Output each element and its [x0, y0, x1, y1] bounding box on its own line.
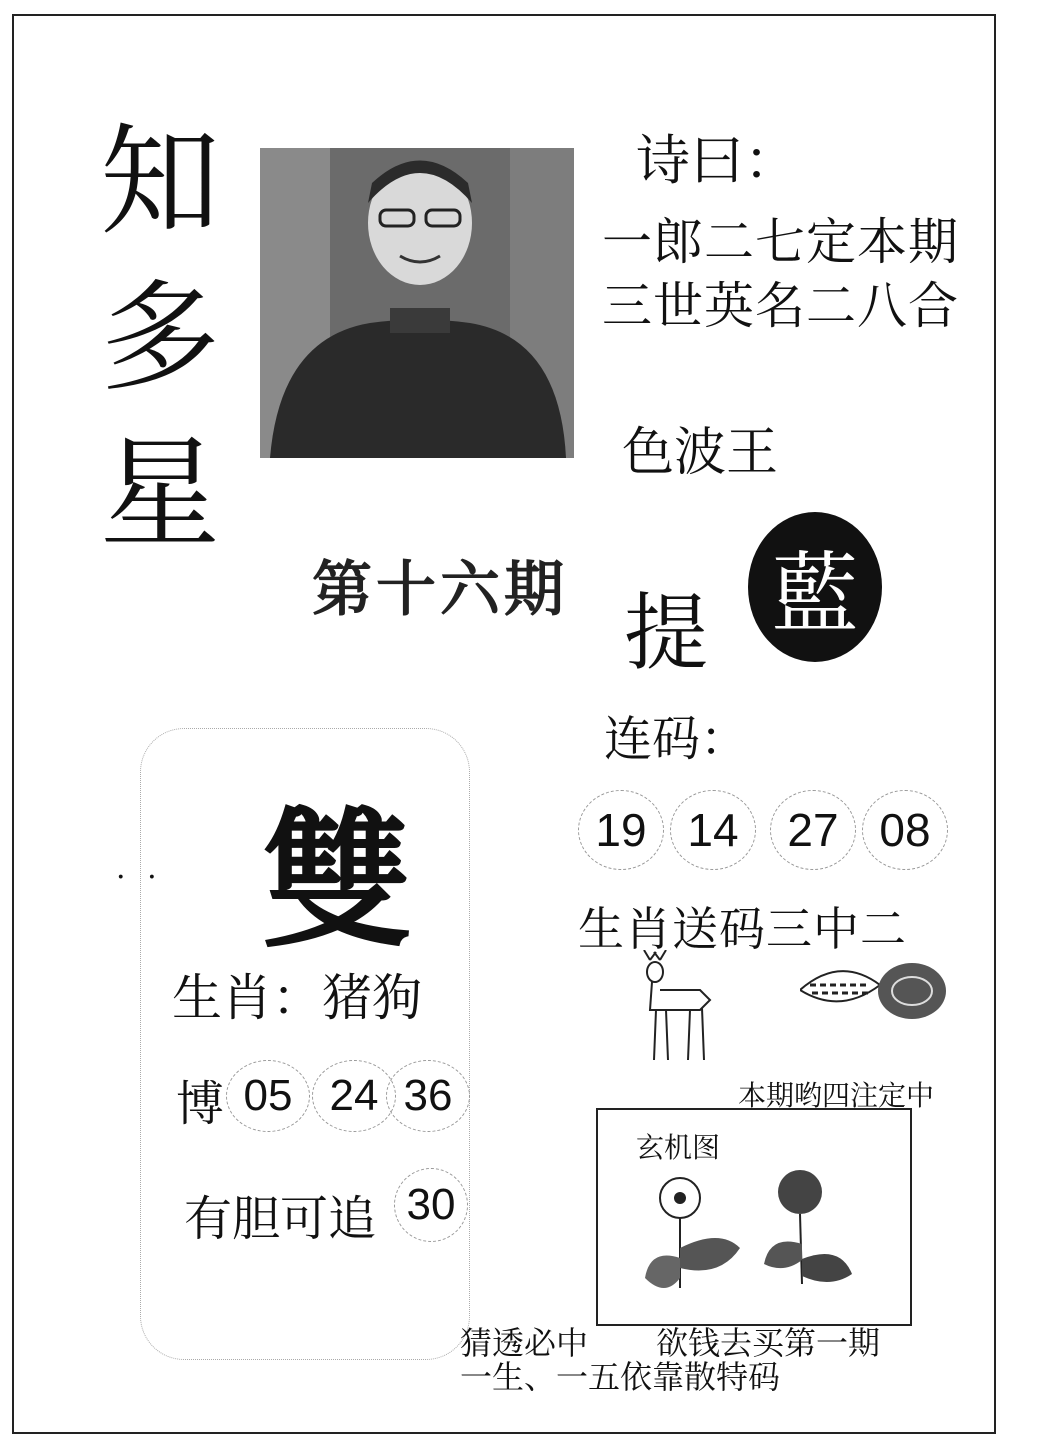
lianma-number: 14: [670, 790, 756, 870]
deer-illustration: [630, 950, 720, 1074]
mystery-picture-label: 玄机图: [636, 1131, 721, 1164]
bo-number: 05: [226, 1060, 310, 1132]
poem-line-1: 一郎二七定本期: [602, 213, 959, 271]
dare-chase-label: 有胆可追: [184, 1191, 377, 1247]
bo-number: 36: [386, 1060, 470, 1132]
poem-heading: 诗曰：: [636, 129, 798, 192]
fish-illustration: [800, 955, 950, 1029]
zodiac-pick-line: 生肖：猪狗: [172, 969, 422, 1027]
poem-body: [602, 210, 959, 338]
portrait-photo: [260, 148, 574, 458]
color-king-label: 色波王: [622, 423, 779, 483]
decorative-dots: · ·: [116, 860, 163, 895]
lianma-number: 27: [770, 790, 856, 870]
title-char-1: 知: [100, 113, 220, 252]
dare-chase-number: 30: [394, 1168, 468, 1242]
lianma-number: 19: [578, 790, 664, 870]
footer-bottom-text: 一生、一五依靠散特码: [460, 1358, 781, 1396]
poem-line-2: 三世英名二八合: [602, 277, 959, 335]
bo-number: 24: [312, 1060, 396, 1132]
footer-right-text: 欲钱去买第一期: [656, 1324, 881, 1362]
flower-illustration: [640, 1168, 750, 1312]
hint-label: 提: [624, 584, 709, 682]
title-char-3: 星: [100, 425, 220, 564]
bo-label: 博: [176, 1076, 225, 1132]
title-char-2: 多: [100, 269, 220, 408]
double-character: 雙: [262, 793, 413, 969]
blue-color-badge: 藍: [748, 512, 882, 662]
zodiac-send-line: 生肖送码三中二: [578, 902, 907, 956]
lianma-number: 08: [862, 790, 948, 870]
issue-number: 第十六期: [312, 555, 568, 625]
chrysanthemum-illustration: [760, 1164, 860, 1308]
four-picks-note: 本期哟四注定中: [738, 1079, 935, 1112]
lianma-label: 连码：: [604, 711, 749, 767]
main-title: [100, 105, 240, 573]
footer-left-text: 猜透必中: [460, 1324, 589, 1362]
